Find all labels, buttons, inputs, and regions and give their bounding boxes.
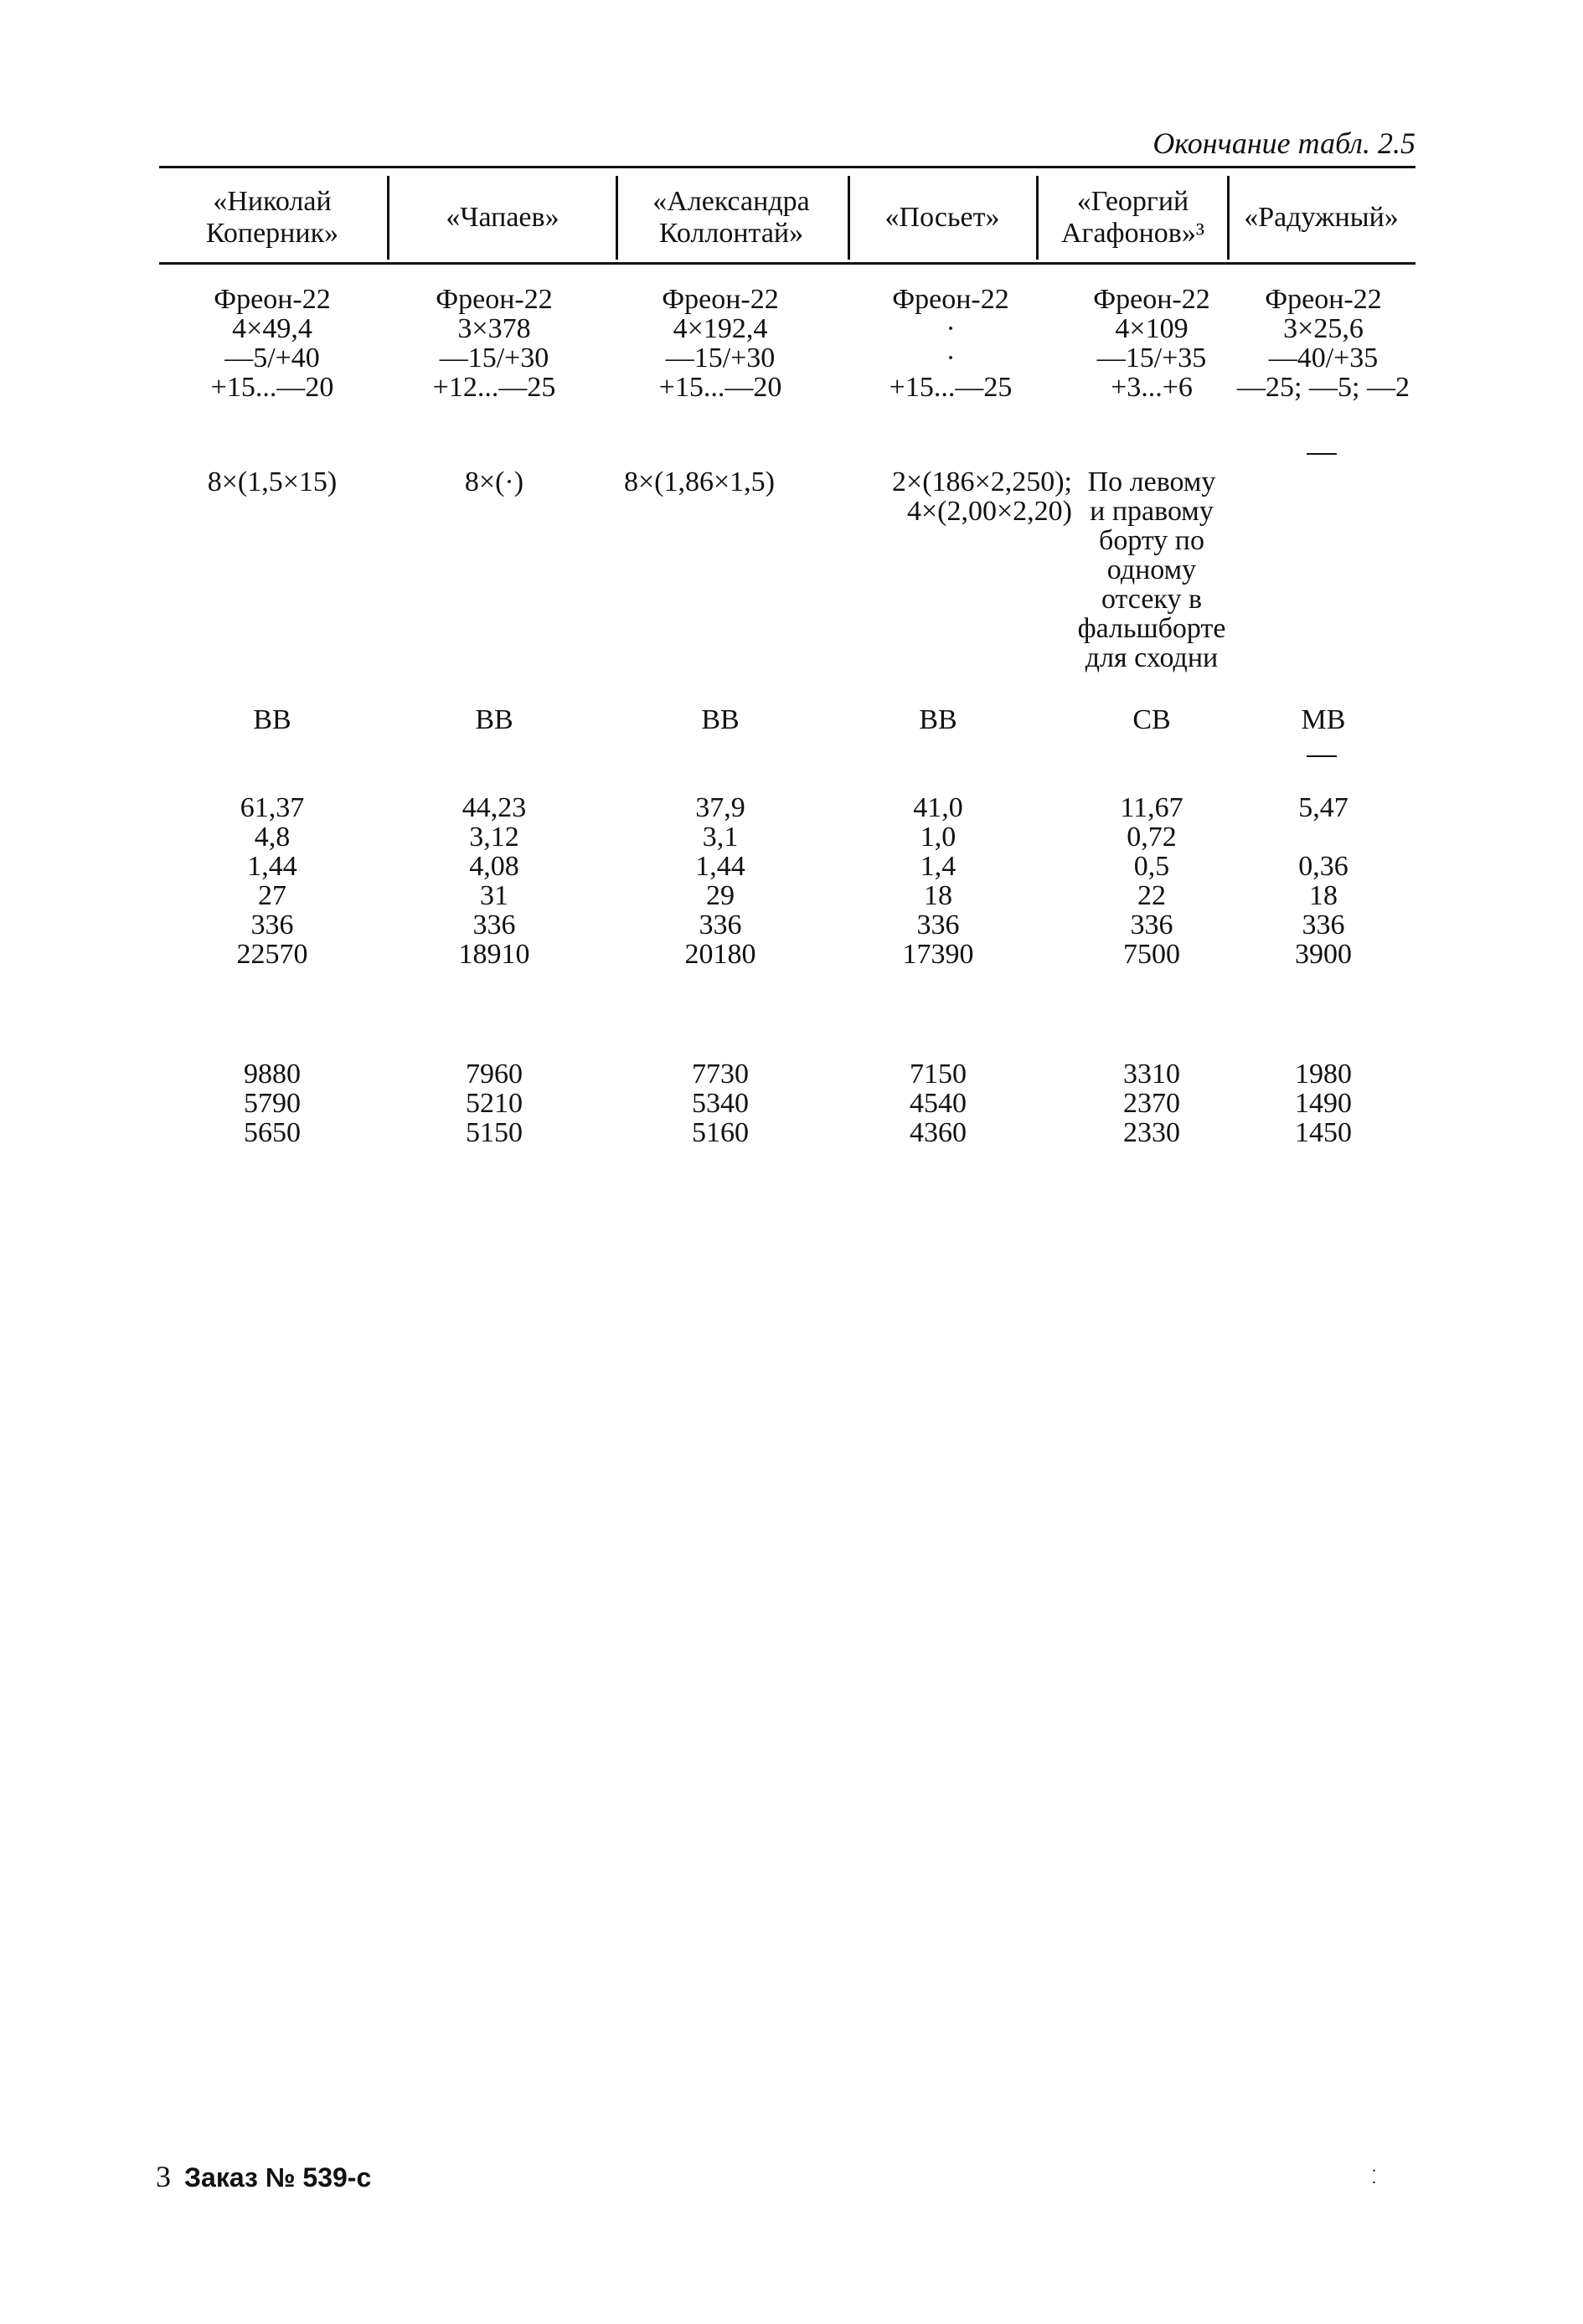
empty-value-dash	[1307, 453, 1337, 455]
column-header-agafonov	[1039, 176, 1227, 260]
table-top-rule	[159, 166, 1415, 168]
column-header-label: «Чапаев»	[446, 202, 559, 233]
refrigerant-cell-chapaev: Фреон-22 3×378 —15/+30 +12...—25	[432, 284, 556, 403]
dimensions-cell-kopernik: 61,37 4,8 1,44 27 336 22570	[236, 792, 308, 970]
print-order-note: Заказ № 539-с	[184, 2162, 372, 2193]
ventilation-cell-chapaev: ВВ	[475, 704, 513, 735]
refrigerant-cell-kollontai: Фреон-22 4×192,4 —15/+30 +15...—20	[658, 284, 782, 403]
refrigerant-cell-agafonov: Фреон-22 4×109 —15/+35 +3...+6	[1093, 284, 1210, 403]
page-number: 3	[156, 2160, 171, 2193]
margin-dots: . .	[1372, 2157, 1376, 2187]
column-header-label: «Георгий Агафонов»³	[1060, 186, 1205, 249]
column-header-kopernik	[159, 176, 385, 260]
ventilation-cell-posyet: ВВ	[919, 704, 957, 735]
ventilation-cell-agafonov: СВ	[1132, 704, 1171, 735]
refrigerant-cell-raduzhny: Фреон-22 3×25,6 —40/+35 —25; —5; —2	[1237, 284, 1410, 403]
column-header-posyet	[850, 176, 1034, 260]
compartment-cell-kopernik: 8×(1,5×15)	[207, 466, 338, 497]
column-header-raduzhny	[1227, 176, 1415, 260]
capacity-cell-agafonov: 3310 2370 2330	[1123, 1059, 1180, 1148]
capacity-cell-kopernik: 9880 5790 5650	[244, 1059, 301, 1148]
capacity-cell-posyet: 7150 4540 4360	[910, 1059, 967, 1148]
column-header-label: «Посьет»	[884, 202, 1000, 233]
capacity-cell-kollontai: 7730 5340 5160	[692, 1059, 749, 1148]
dimensions-cell-chapaev: 44,23 3,12 4,08 31 336 18910	[458, 792, 530, 970]
dimensions-cell-posyet: 41,0 1,0 1,4 18 336 17390	[902, 792, 974, 970]
capacity-cell-chapaev: 7960 5210 5150	[466, 1059, 523, 1148]
compartment-cell-chapaev: 8×(·)	[464, 466, 524, 497]
table-caption: Окончание табл. 2.5	[1152, 126, 1415, 160]
page-footer	[156, 2159, 371, 2194]
dimensions-cell-agafonov: 11,67 0,72 0,5 22 336 7500	[1120, 792, 1183, 970]
ventilation-cell-kopernik: ВВ	[253, 704, 291, 735]
dimensions-cell-kollontai: 37,9 3,1 1,44 29 336 20180	[684, 792, 756, 970]
compartment-cell-posyet: 2×(186×2,250); 4×(2,00×2,20)	[892, 466, 1072, 527]
refrigerant-cell-kopernik: Фреон-22 4×49,4 —5/+40 +15...—20	[210, 284, 334, 403]
column-header-label: «Радужный»	[1244, 202, 1399, 233]
compartment-cell-kollontai: 8×(1,86×1,5)	[624, 466, 775, 497]
empty-value-dash	[1307, 755, 1337, 757]
column-header-chapaev	[389, 176, 616, 260]
column-header-label: «Александра Коллонтай»	[652, 186, 810, 249]
ventilation-cell-raduzhny: МВ	[1301, 704, 1346, 735]
dimensions-cell-raduzhny: 5,47 0,36 18 336 3900	[1295, 792, 1352, 970]
capacity-cell-raduzhny: 1980 1490 1450	[1295, 1059, 1352, 1148]
refrigerant-cell-posyet: Фреон-22 · · +15...—25	[889, 284, 1013, 403]
column-header-kollontai	[618, 176, 844, 260]
column-header-label: «Николай Коперник»	[205, 186, 339, 249]
table-header-rule	[159, 262, 1415, 265]
ventilation-cell-kollontai: ВВ	[701, 704, 740, 735]
compartment-cell-agafonov: По левому и правому борту по одному отсеку в фальшборте для сходни	[1077, 466, 1226, 673]
